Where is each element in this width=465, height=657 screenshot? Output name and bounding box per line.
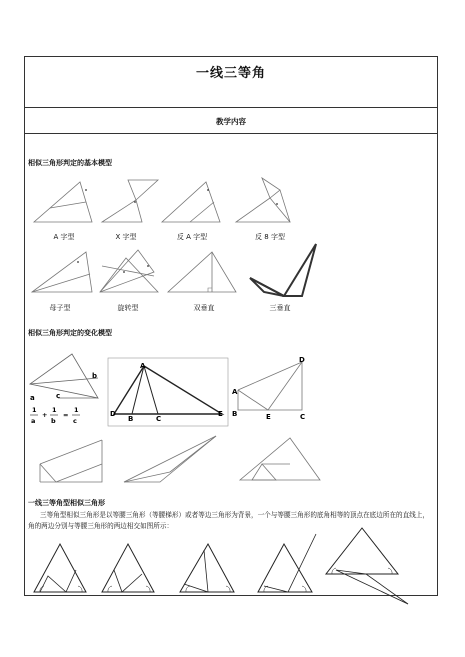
formula [28, 404, 100, 428]
caption-x-shape: X 字型 [115, 233, 137, 241]
caption-mother-child: 母子型 [49, 304, 71, 312]
svg-text:E: E [266, 413, 271, 421]
figure-equilateral-1 [32, 540, 88, 596]
caption-reverse-a: 反 A 字型 [176, 233, 208, 241]
section-basic-models: 相似三角形判定的基本模型 [28, 159, 112, 167]
page-title: 一线三等角 [195, 66, 266, 81]
figure-variant-5 [120, 432, 220, 488]
figure-variant-3 [232, 356, 312, 422]
figure-reverse-a [158, 180, 228, 225]
figure-equilateral-5 [322, 524, 412, 608]
section-three-equal-angles: 一线三等角型相似三角形 [28, 499, 105, 507]
subheading: 教学内容 [216, 117, 246, 126]
caption-double-perpendicular: 双垂直 [193, 304, 215, 312]
svg-text:1: 1 [52, 406, 57, 414]
table-divider-1 [24, 107, 438, 108]
label-A: A [140, 362, 146, 370]
label-D: D [110, 410, 116, 418]
figure-reverse-8 [232, 176, 302, 226]
svg-text:+: + [42, 411, 48, 419]
section-variant-models: 相似三角形判定的变化模型 [28, 329, 112, 337]
figure-equilateral-3 [178, 540, 238, 596]
svg-text:a: a [31, 417, 36, 425]
figure-equilateral-2 [100, 540, 156, 596]
caption-reverse-8: 反 8 字型 [255, 233, 285, 241]
label-E: E [218, 410, 223, 418]
figure-mother-child [30, 248, 100, 296]
figure-variant-1 [28, 350, 108, 402]
figure-variant-6 [236, 434, 326, 486]
svg-text:1: 1 [74, 406, 79, 414]
figure-a-shape [30, 180, 100, 225]
figure-variant-2 [108, 358, 228, 426]
figure-equilateral-4 [254, 530, 320, 596]
svg-text:D: D [299, 356, 305, 364]
caption-a-shape: A 字型 [53, 233, 75, 241]
svg-text:C: C [300, 413, 306, 421]
figure-rotation [96, 246, 166, 296]
label-b: b [92, 372, 98, 380]
figure-triple-perpendicular [244, 240, 322, 300]
svg-text:B: B [232, 410, 238, 418]
svg-text:A: A [232, 388, 238, 396]
figure-double-perpendicular [164, 248, 244, 296]
table-divider-2 [24, 133, 438, 134]
svg-text:1: 1 [32, 406, 37, 414]
label-C: C [156, 415, 162, 423]
label-B: B [128, 415, 134, 423]
label-a: a [30, 394, 35, 402]
svg-text:=: = [63, 411, 69, 419]
label-c: c [56, 392, 61, 400]
svg-text:b: b [51, 417, 56, 425]
figure-variant-4 [36, 436, 108, 486]
svg-text:c: c [73, 417, 77, 425]
caption-rotation: 旋转型 [117, 304, 139, 312]
description-paragraph: 三等角型相似三角形是以等腰三角形（等腰梯形）或者等边三角形为背景，一个与等腰三角形的底角相等的顶点在底边所在的直线上，角的两边分别与等腰三角形的两边相交如图所示： [28, 511, 430, 530]
caption-triple-perpendicular: 三垂直 [269, 304, 291, 312]
